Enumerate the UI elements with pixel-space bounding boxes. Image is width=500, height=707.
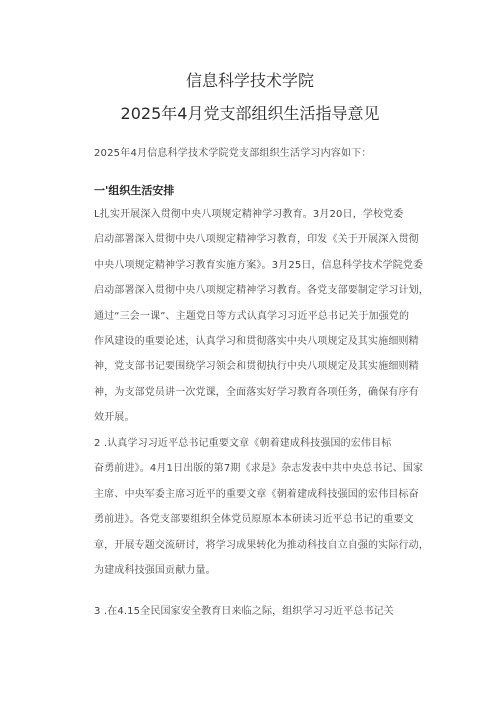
paragraph-line: 效开展。 bbox=[94, 412, 135, 424]
paragraph-line: 作风建设的重要论述，认真学习和贯彻落实中央八项规定及其实施细则精 bbox=[94, 335, 419, 347]
paragraph-line: 主席、中央军委主席习近平的重要文章《朝着建成科技强国的宏伟目标奋 bbox=[94, 488, 419, 500]
paragraph-3 bbox=[94, 605, 414, 630]
paragraph-line: 中央八项规定精神学习教育实施方案》。3月25日，信息科学技术学院党委 bbox=[94, 259, 424, 271]
document-title-school: 信息科学技术学院 bbox=[185, 71, 314, 90]
paragraph-line: 通过“三会一课”、主题党日等方式认真学习习近平总书记关于加强党的 bbox=[94, 310, 410, 322]
document-title-main: 2025年4月党支部组织生活指导意见 bbox=[120, 104, 380, 123]
paragraph-line: 3 .在4.15全民国家安全教育日来临之际，组织学习习近平总书记关 bbox=[94, 606, 394, 617]
paragraph-line: 启动部署深入贯彻中央八项规定精神学习教育，印发《关于开展深入贯彻 bbox=[94, 234, 419, 246]
paragraph-line: 章，开展专题交流研讨，将学习成果转化为推动科技自立自强的实际行动， bbox=[94, 539, 429, 551]
paragraph-1 bbox=[94, 208, 429, 437]
paragraph-line: L扎实开展深入贯彻中央八项规定精神学习教育。3月20日，学校党委 bbox=[94, 209, 404, 220]
paragraph-line: 勇前进》。各党支部要组织全体党员原原本本研读习近平总书记的重要文 bbox=[94, 514, 414, 526]
paragraph-line: 启动部署深入贯彻中央八项规定精神学习教育。各党支部要制定学习计划， bbox=[94, 285, 429, 297]
paragraph-line: 神，党支部书记要围绕学习领会和贯彻执行中央八项规定及其实施细则精 bbox=[94, 361, 419, 373]
paragraph-line: 奋勇前进》。4月1日出版的第7期《求是》杂志发表中共中央总书记、国家 bbox=[94, 463, 424, 475]
paragraph-line: 2 .认真学习习近平总书记重要文章《朝着建成科技强国的宏伟目标 bbox=[94, 438, 392, 449]
paragraph-2 bbox=[94, 437, 429, 589]
intro-text: 2025年4月信息科学技术学院党支部组织生活学习内容如下： bbox=[94, 148, 372, 159]
section-heading: 一'组织生活安排 bbox=[94, 184, 175, 197]
paragraph-line: 为建成科技强国贡献力量。 bbox=[94, 564, 216, 576]
paragraph-line: 神，为支部党员讲一次党课，全面落实好学习教育各项任务，确保有序有 bbox=[94, 386, 419, 398]
